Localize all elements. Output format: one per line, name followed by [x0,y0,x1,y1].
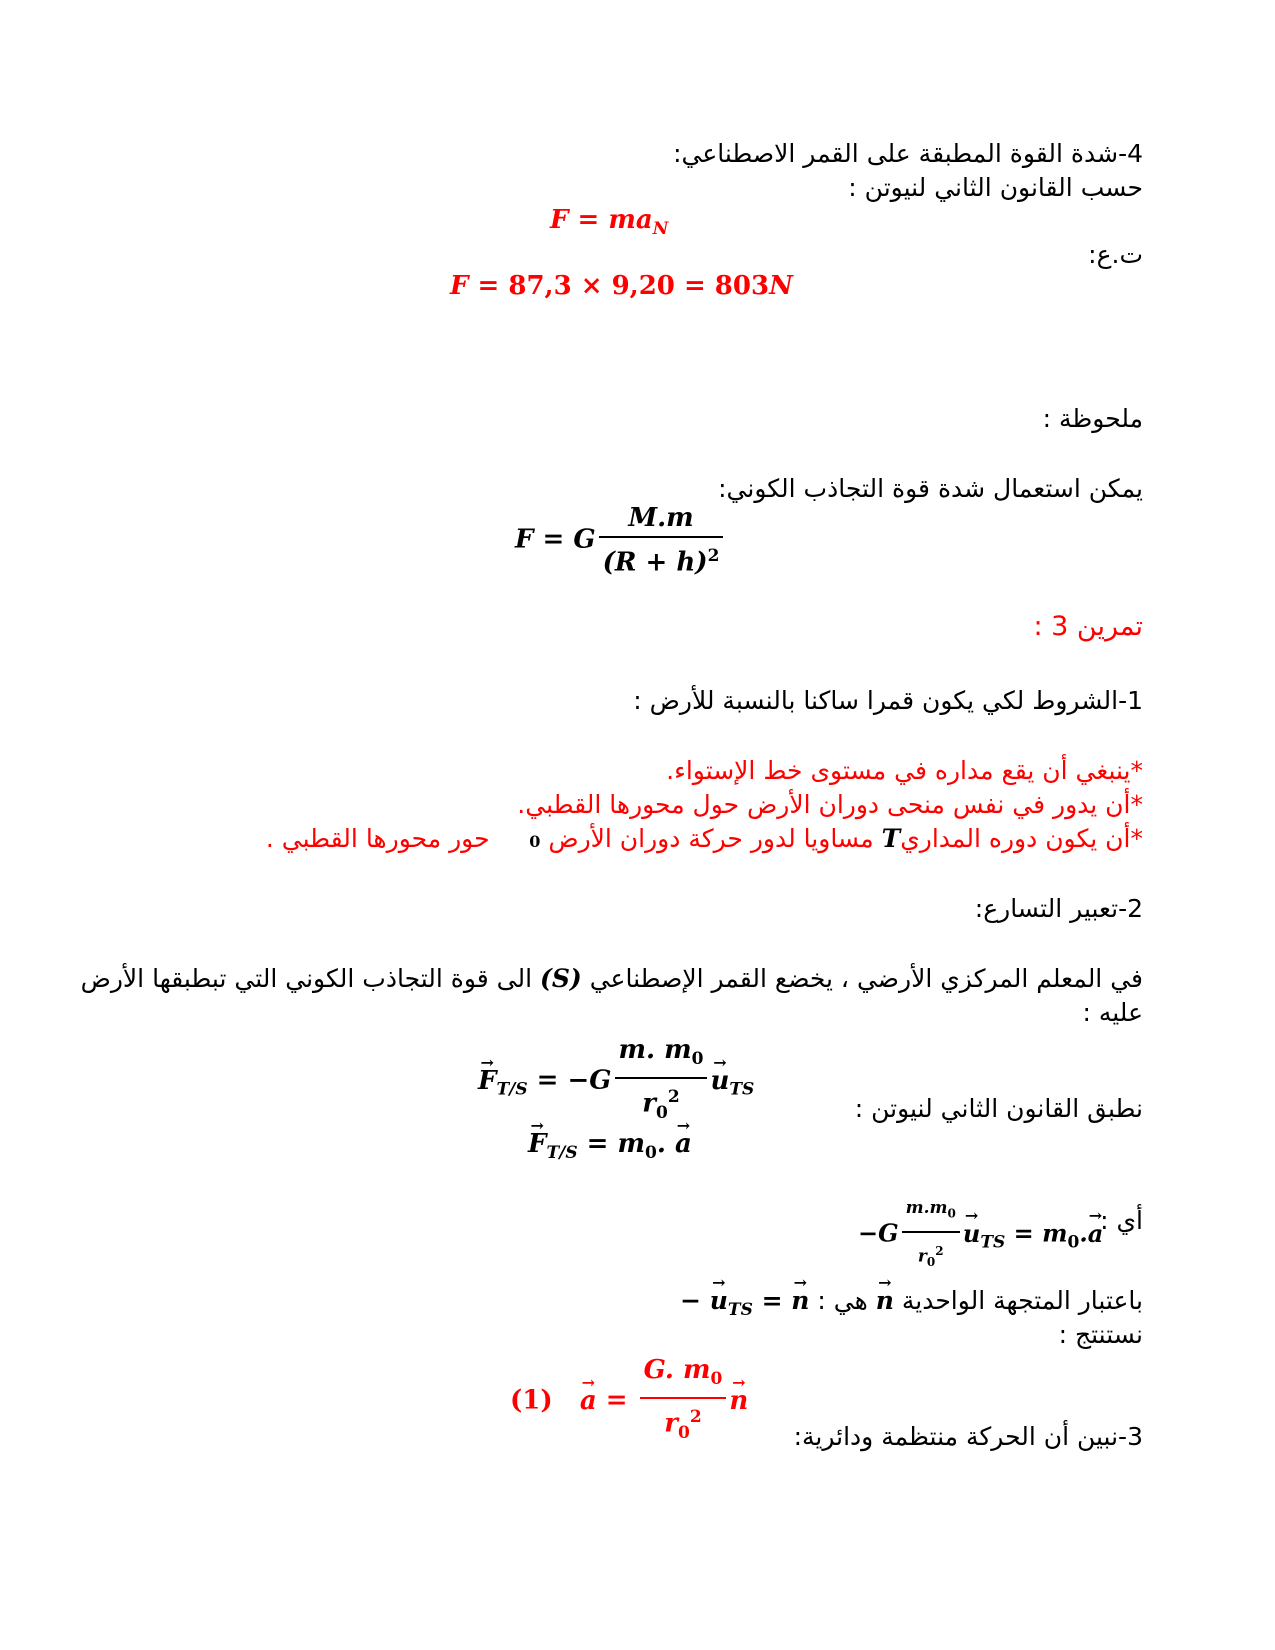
exercise-title: تمرين 3 : [1033,611,1143,642]
acceleration-formula: (1) → a = $\frac{G. m_0}{r_0^2}$ → n [510,1352,748,1451]
condition-3-part-a: *أن يكون دوره المداري [900,824,1143,853]
equality-formula: −G $\frac{m.m_0}{r_0^2}$ → $u_{TS} = m_0.\to a$ [858,1190,1103,1280]
condition-3-part-b: مساويا لدور حركة دوران الأرض [548,824,874,853]
frame-text: في المعلم المركزي الأرضي ، يخضع القمر الإصطناعي (S) الى قوة التجاذب الكوني التي تبطبقها الأرض [80,964,1143,993]
equation-number: (1) [510,1385,553,1416]
newton-law-text: حسب القانون الثاني لنيوتن : [848,173,1143,202]
condition-3: *أن يكون دوره المداريT مساويا لدور حركة دوران الأرض 0 حور محورها القطبي . [265,824,1143,853]
apply-newton-text: نطبق القانون الثاني لنيوتن : [854,1094,1143,1123]
gravitation-formula: F = G $\frac{M.m}{(R + h)^2}$ [515,500,726,581]
condition-2: *أن يدور في نفس منحى دوران الأرض حول محورها القطبي. [517,790,1143,819]
frame-text-b: الى قوة التجاذب الكوني التي تبطبقها الأرض [80,964,533,993]
unit-vector-text-a: باعتبار المتجهة الواحدية [901,1286,1143,1315]
ie-text: أي : [1100,1206,1143,1235]
condition-3-part-c: حور محورها القطبي . [265,824,490,853]
newton-vector-formula: → $F_{T/S} = m_0$. → a [528,1126,692,1171]
frame-text-a: في المعلم المركزي الأرضي ، يخضع القمر الإصطناعي [589,964,1143,993]
question-2: 2-تعبير التسارع: [974,894,1143,923]
question-1: 1-الشروط لكي يكون قمرا ساكنا بالنسبة للأرض : [633,686,1143,715]
note-title: ملحوظة : [1042,404,1143,433]
condition-1: *ينبغي أن يقع مداره في مستوى خط الإستواء. [666,756,1143,785]
question-3: 3-نبين أن الحركة منتظمة ودائرية: [793,1422,1143,1451]
numeric-label: ت.ع: [1088,240,1143,269]
note-text: يمكن استعمال شدة قوة التجاذب الكوني: [718,474,1143,503]
force-vector-formula: → $F_{T/S} = -G$ $\frac{m. m_0}{r_0^2}$ → $u_{TS}$ [478,1032,754,1131]
force-formula: $F = ma_N$ [550,205,669,240]
frame-text-cont: عليه : [1082,998,1143,1027]
unit-vector-text-b: هي : [817,1286,868,1315]
force-numeric: F = 87,3 × 9,20 = 803N [450,271,793,301]
section-heading: 4-شدة القوة المطبقة على القمر الاصطناعي: [673,139,1143,168]
deduce-text: نستنتج : [1058,1320,1143,1349]
unit-vector-text: باعتبار المتجهة الواحدية → n هي : − → $u_{TS}$ = → n [680,1284,1143,1327]
